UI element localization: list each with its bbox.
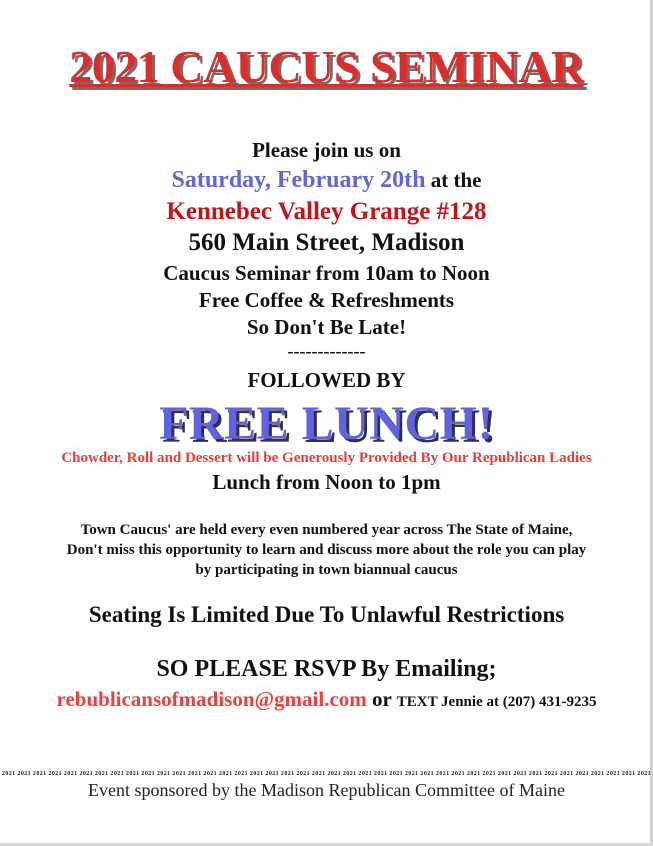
dont-be-late-line: So Don't Be Late! bbox=[246, 315, 407, 339]
caucus-info-line: Don't miss this opportunity to learn and discuss more about the role you can play bbox=[66, 542, 587, 558]
followed-by-heading: FOLLOWED BY bbox=[247, 368, 406, 392]
seating-notice: Seating Is Limited Due To Unlawful Restrictions bbox=[88, 602, 565, 627]
lunch-menu: Chowder, Roll and Dessert will be Generously Provided By Our Republican Ladies bbox=[61, 450, 592, 466]
seminar-time: Caucus Seminar from 10am to Noon bbox=[163, 261, 490, 285]
event-date: Saturday, February 20th bbox=[171, 167, 426, 193]
free-lunch-heading: FREE LUNCH! bbox=[159, 397, 494, 450]
text-contact: TEXT Jennie at (207) 431-9235 bbox=[396, 694, 597, 710]
refreshments-line: Free Coffee & Refreshments bbox=[198, 288, 455, 312]
contact-line bbox=[0, 687, 653, 712]
rsvp-email-link[interactable]: rebublicansofmadison@gmail.com bbox=[56, 687, 367, 711]
flyer-title: 2021 CAUCUS SEMINAR bbox=[69, 41, 584, 92]
rsvp-heading: SO PLEASE RSVP By Emailing; bbox=[156, 656, 497, 682]
caucus-info-line: Town Caucus' are held every even numbered year across The State of Maine, bbox=[80, 522, 573, 538]
year-strip: 2021 2021 2021 2021 2021 2021 2021 2021 2021 2021 2021 2021 2021 2021 2021 2021 2021 2021 2021 2021 2021 2021 2021 2021 2021 2021 2021 2021 2021 2021 2021 2021 2021 2021 2021 2021 2021 2021 2021 2021 2021 2021 bbox=[1, 771, 652, 777]
venue-address: 560 Main Street, Madison bbox=[188, 229, 465, 256]
date-line bbox=[0, 167, 653, 194]
or-separator: or bbox=[366, 687, 397, 711]
invitation-line: Please join us on bbox=[252, 138, 401, 162]
venue-name: Kennebec Valley Grange #128 bbox=[166, 198, 487, 225]
divider: ------------- bbox=[287, 341, 366, 361]
date-suffix: at the bbox=[425, 168, 482, 192]
sponsor-line: Event sponsored by the Madison Republican Committee of Maine bbox=[88, 780, 565, 800]
caucus-info-line: by participating in town biannual caucus bbox=[195, 562, 458, 578]
lunch-time: Lunch from Noon to 1pm bbox=[212, 470, 441, 494]
